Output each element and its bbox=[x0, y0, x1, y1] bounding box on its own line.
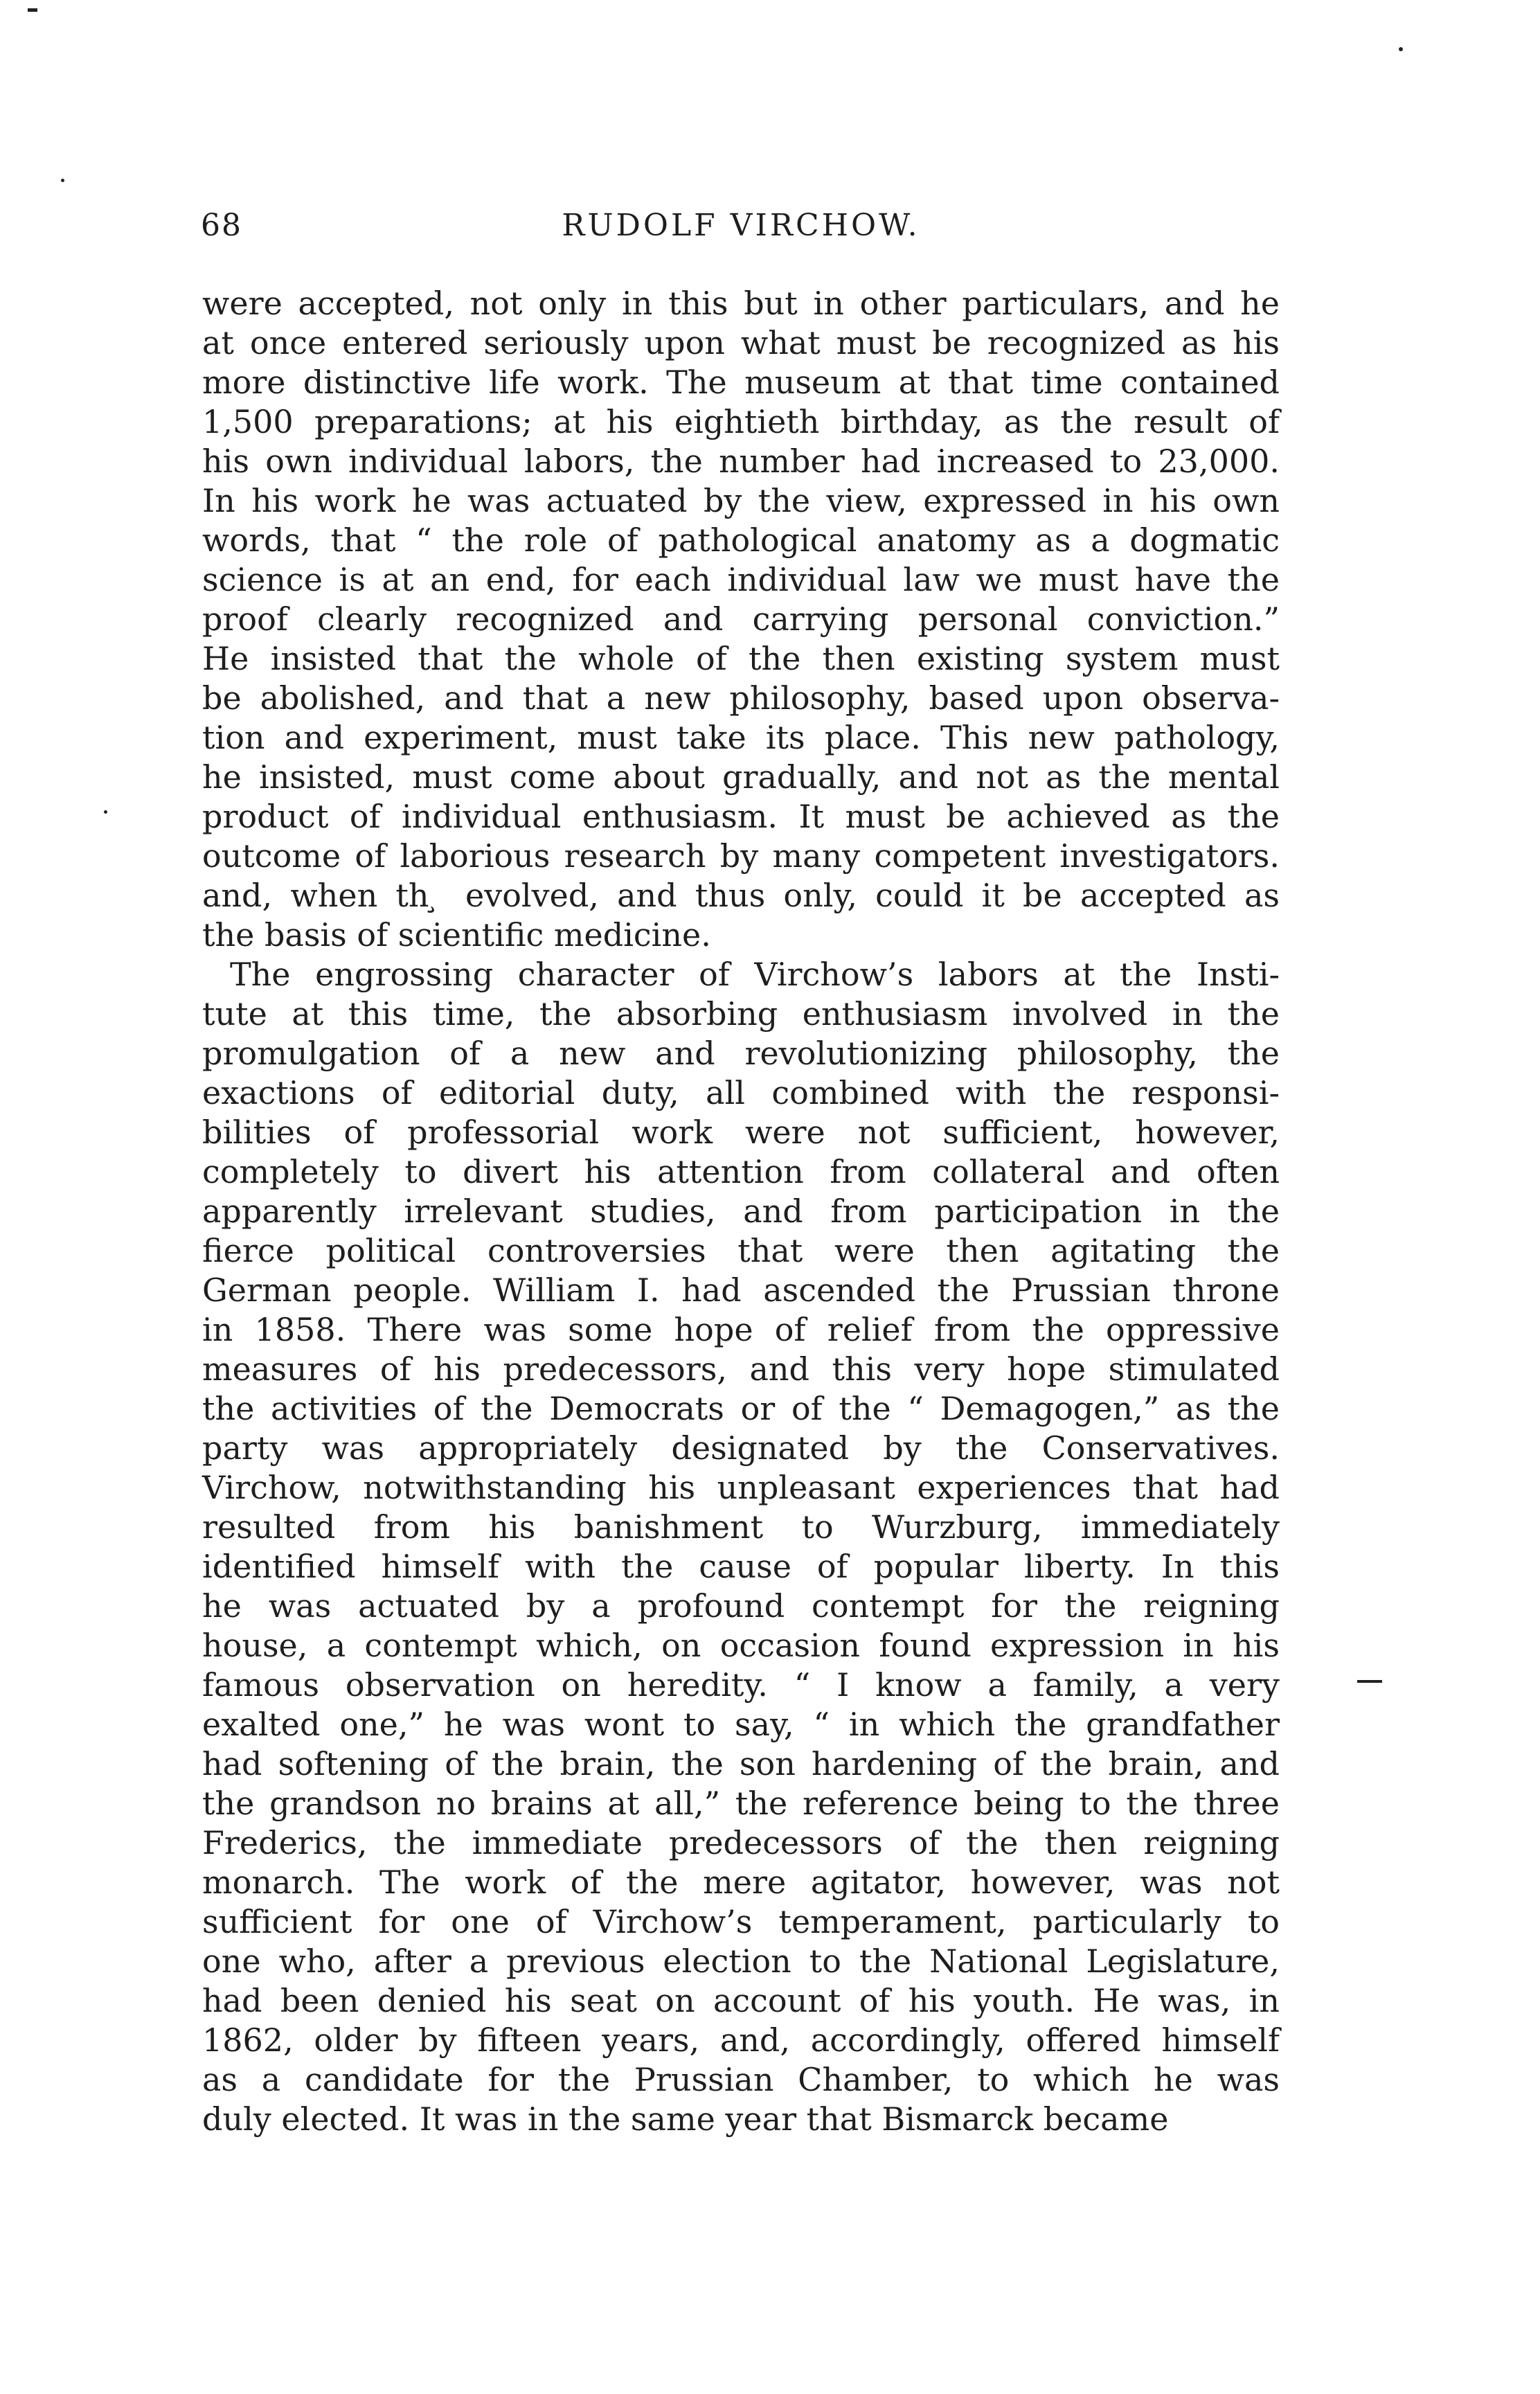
text-line: he was actuated by a profound contempt for the reigning bbox=[202, 1587, 1280, 1625]
text-line: Frederics, the immediate predecessors of the then reigning bbox=[202, 1824, 1280, 1861]
text-line: as a candidate for the Prussian Chamber, to which he was bbox=[202, 2061, 1280, 2098]
text-line: outcome of laborious research by many competent investigators. bbox=[202, 837, 1280, 875]
text-line: he insisted, must come about gradually, and not as the mental bbox=[202, 758, 1280, 796]
page-number: 68 bbox=[201, 208, 242, 243]
page-header bbox=[201, 201, 1281, 256]
text-line: one who, after a previous election to the National Legislature, bbox=[202, 1942, 1280, 1980]
paragraph bbox=[202, 284, 1280, 955]
text-line: German people. William I. had ascended the Prussian throne bbox=[202, 1271, 1280, 1309]
text-line: his own individual labors, the number had increased to 23,000. bbox=[202, 443, 1280, 480]
text-line: at once entered seriously upon what must be recognized as his bbox=[202, 324, 1280, 361]
text-line: bilities of professorial work were not sufficient, however, bbox=[202, 1114, 1280, 1151]
text-line: fierce political controversies that were then agitating the bbox=[202, 1232, 1280, 1269]
text-line: apparently irrelevant studies, and from participation in the bbox=[202, 1192, 1280, 1230]
text-line: science is at an end, for each individual law we must have the bbox=[202, 561, 1280, 598]
running-head: RUDOLF VIRCHOW. bbox=[562, 208, 920, 243]
text-line: 1,500 preparations; at his eightieth birthday, as the result of bbox=[202, 403, 1280, 440]
text-line: He insisted that the whole of the then existing system must bbox=[202, 640, 1280, 677]
text-line: the activities of the Democrats or of the “ Demagogen,” as the bbox=[202, 1390, 1280, 1427]
text-line: house, a contempt which, on occasion found expression in his bbox=[202, 1627, 1280, 1664]
text-line: duly elected. It was in the same year that Bismarck became bbox=[202, 2100, 1169, 2138]
text-line: resulted from his banishment to Wurzburg, immediately bbox=[202, 1508, 1280, 1546]
scan-speck bbox=[104, 810, 107, 814]
paragraph bbox=[202, 955, 1280, 2139]
scan-speck bbox=[1357, 1680, 1382, 1683]
text-line: had softening of the brain, the son hardening of the brain, and bbox=[202, 1745, 1280, 1783]
text-line: 1862, older by fifteen years, and, accordingly, offered himself bbox=[202, 2021, 1280, 2059]
text-line: party was appropriately designated by the Conservatives. bbox=[202, 1429, 1280, 1467]
text-line: identified himself with the cause of popular liberty. In this bbox=[202, 1548, 1280, 1585]
text-line: In his work he was actuated by the view, expressed in his own bbox=[202, 482, 1280, 519]
text-line: famous observation on heredity. “ I know a family, a very bbox=[202, 1666, 1280, 1704]
scan-speck bbox=[28, 8, 37, 12]
body-text bbox=[202, 284, 1280, 2139]
text-line: the basis of scientific medicine. bbox=[202, 916, 711, 954]
text-line: in 1858. There was some hope of relief from the oppressive bbox=[202, 1311, 1280, 1348]
text-line: and, when th ̧ evolved, and thus only, could it be accepted as bbox=[202, 877, 1280, 914]
text-line: The engrossing character of Virchow’s labors at the Insti- bbox=[230, 956, 1280, 993]
text-line: sufficient for one of Virchow’s temperament, particularly to bbox=[202, 1903, 1280, 1940]
text-line: product of individual enthusiasm. It must be achieved as the bbox=[202, 798, 1280, 835]
text-line: monarch. The work of the mere agitator, however, was not bbox=[202, 1864, 1280, 1901]
text-line: Virchow, notwithstanding his unpleasant experiences that had bbox=[202, 1469, 1280, 1506]
text-line: more distinctive life work. The museum at that time contained bbox=[202, 364, 1280, 401]
text-line: promulgation of a new and revolutionizing philosophy, the bbox=[202, 1035, 1280, 1072]
text-line: exalted one,” he was wont to say, “ in which the grandfather bbox=[202, 1706, 1280, 1743]
text-line: exactions of editorial duty, all combined with the responsi- bbox=[202, 1074, 1280, 1111]
text-line: words, that “ the role of pathological anatomy as a dogmatic bbox=[202, 521, 1280, 559]
scan-speck bbox=[61, 179, 64, 182]
text-line: measures of his predecessors, and this very hope stimulated bbox=[202, 1350, 1280, 1388]
text-line: completely to divert his attention from collateral and often bbox=[202, 1153, 1280, 1190]
scan-speck bbox=[1399, 47, 1403, 51]
text-line: the grandson no brains at all,” the reference being to the three bbox=[202, 1785, 1280, 1822]
text-line: tion and experiment, must take its place. This new pathology, bbox=[202, 719, 1280, 756]
text-line: had been denied his seat on account of his youth. He was, in bbox=[202, 1982, 1280, 2019]
text-line: were accepted, not only in this but in other particulars, and he bbox=[202, 285, 1280, 322]
text-line: tute at this time, the absorbing enthusiasm involved in the bbox=[202, 995, 1280, 1033]
text-line: be abolished, and that a new philosophy, based upon observa- bbox=[202, 679, 1280, 717]
text-line: proof clearly recognized and carrying personal conviction.” bbox=[202, 600, 1280, 638]
